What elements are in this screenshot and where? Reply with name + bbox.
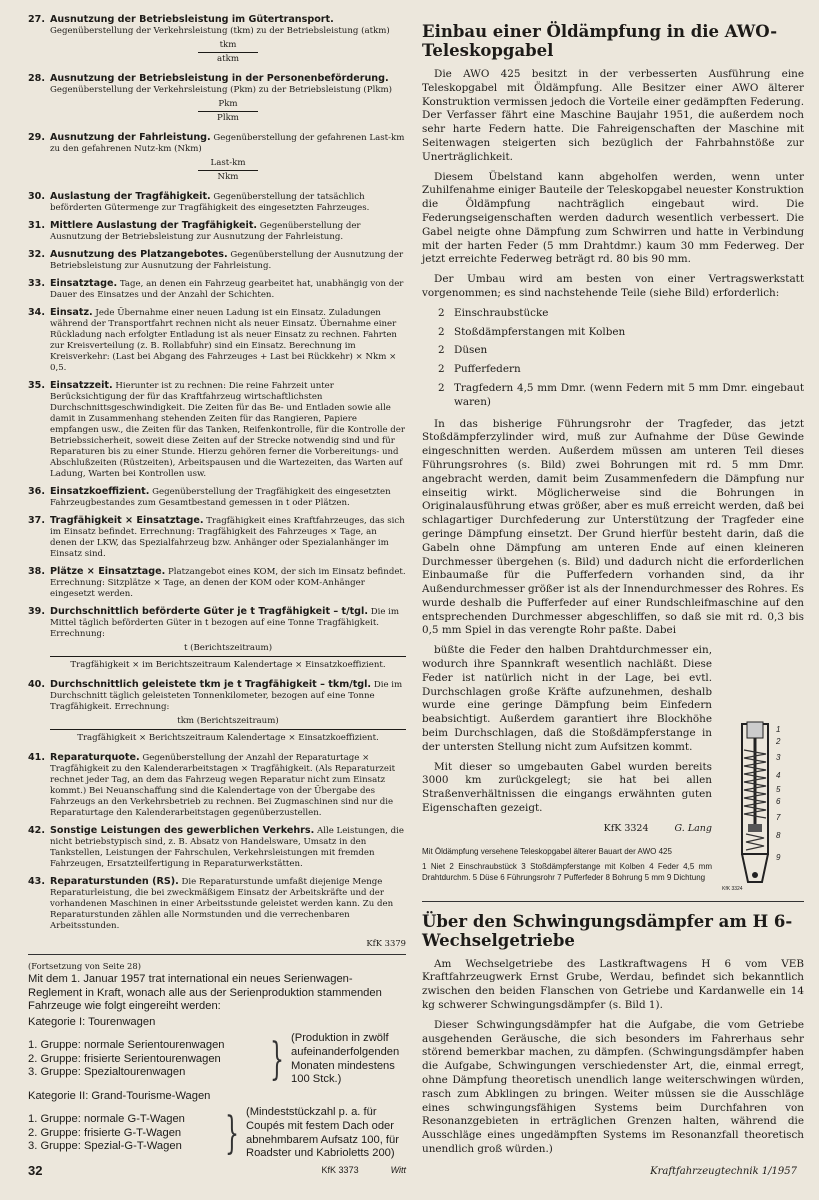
definitions-list xyxy=(28,14,406,932)
paragraph: Die AWO 425 besitzt in der verbesserten Ausführung eine Teleskopgabel mit Öldämpfung. Alle Besitzer einer AWO älterer Konstruktion vermissen jedoch die Vorteile einer gedämpften Federung. Der Verfasser fährt eine Maschine Baujahr 1951, die außerdem noch sehr harte Federn hatte. Die Fahreigenschaften der Maschine mit Seitenwagen steigerten sich bezüglich der Fahrbahnstöße zur Unerträglichkeit. xyxy=(422,68,804,163)
definition-number: 42. xyxy=(28,825,45,836)
formula: tkm atkm xyxy=(198,40,258,65)
definition-term: Sonstige Leistungen des gewerblichen Verkehrs. xyxy=(50,825,315,836)
signature-code: KfK 3373 xyxy=(321,1164,359,1175)
regulation-article xyxy=(28,973,406,1177)
figure-label: 5 xyxy=(776,785,781,794)
figure-label: 2 xyxy=(776,737,781,746)
article-signature xyxy=(422,822,712,836)
regulation-intro: Mit dem 1. Januar 1957 trat international ein neues Serienwagen-Reglement in Kraft, wonach alle aus der Serienproduktion stammenden Fahrzeuge wie folgt eingereiht werden: xyxy=(28,973,382,1013)
definition-term: Einsatztage. xyxy=(50,278,118,289)
definition-number: 34. xyxy=(28,307,45,318)
formula: tkm (Berichtszeitraum) Tragfähigkeit × Berichtszeitraum Kalendertage × Einsatzkoeffizient. xyxy=(50,716,406,744)
list-item: 2 Stoßdämpferstangen mit Kolben xyxy=(438,325,626,338)
definition-item xyxy=(28,278,406,301)
definition-number: 40. xyxy=(28,679,45,690)
definition-item xyxy=(28,606,406,673)
definition-term: Durchschnittlich geleistete tkm je t Tragfähigkeit – tkm/tgl. xyxy=(50,679,372,690)
category-2-note: (Mindeststückzahl p. a. für Coupés mit festem Dach oder abnehmbarem Aufsatz 100, für Roadster und Kabrioletts 200) xyxy=(246,1106,399,1160)
journal-footer: Kraftfahrzeugtechnik 1/1957 xyxy=(650,1166,797,1177)
continuation-note: (Fortsetzung von Seite 28) xyxy=(28,961,141,971)
figure-label: 3 xyxy=(776,753,781,762)
left-column xyxy=(28,14,406,1177)
definition-item xyxy=(28,515,406,560)
definition-text: Gegenüberstellung der Ausnutzung der Betriebsleistung zur Ausnutzung der Fahrleistung. xyxy=(50,221,361,242)
category-2-item: 3. Gruppe: Spezial-G-T-Wagen xyxy=(28,1140,182,1153)
definition-term: Ausnutzung der Betriebsleistung im Gütertransport. xyxy=(50,14,334,25)
definition-number: 30. xyxy=(28,191,45,202)
definition-number: 37. xyxy=(28,515,45,526)
category-1-group xyxy=(28,1032,406,1086)
paragraph: büßte die Feder den halben Drahtdurchmesser ein, wodurch ihre Spannkraft wesentlich nachläßt. Diese Feder ist natürlich nicht in der Lage, bei evtl. Durchschlagen große Kräfte aufzunehmen, deshalb wurde eine geringe Dämpfung beim Einfedern beabsichtigt. Außerdem garantiert ihre Blockhöhe beim Durchschlagen, daß die Stoßdämpferstange in der untersten Stellung nicht zum Aufsitzen kommt. xyxy=(422,644,712,753)
paragraph: In das bisherige Führungsrohr der Tragfeder, das jetzt Stoßdämpferzylinder wird, muß zur Aufnahme der Düse Gewinde eingeschnitten werden. Außerdem müssen am unteren Teil dieses Führungsrohres (s. Bild) zwei Bohrungen mit rd. 5 mm Dmr. angebracht werden, damit beim Zusammenfedern die Dämpfung nur einseitig wirkt. Möglicherweise sind die Bohrungen in Originalausführung etwas größer, aber es muß erreicht werden, daß bei schlagartiger Durchfederung zur Unterstützung der Tragfeder eine geringe Dämpfung einsetzt. Der Grund hierfür besteht darin, daß die Gabeln ohne Dämpfung am unteren Ende auf einen kleineren Durchmesser übergehen (s. Bild) und dadurch nicht die erforderlichen Einbaumaße für die Pufferfedern vorhanden sind, da ihr Außendurchmesser größer ist als der Innendurchmesser des Rohres. Es wurde deshalb die Pufferfeder auf einer Rundschleifmaschine auf den entsprechenden Durchmesser abgeschliffen, so daß sie mit rd. 0,3 bis 0,5 mm Spiel in das verengte Rohr paßte. Dabei xyxy=(422,417,804,637)
definition-number: 35. xyxy=(28,380,45,391)
definition-term: Reparaturquote. xyxy=(50,752,140,763)
figure-label: 6 xyxy=(776,797,781,806)
definition-number: 28. xyxy=(28,73,45,84)
list-item: 2 Einschraubstücke xyxy=(438,306,549,319)
definition-term: Tragfähigkeit × Einsatztage. xyxy=(50,515,204,526)
category-1-item: 1. Gruppe: normale Serientourenwagen xyxy=(28,1039,225,1052)
definition-term: Ausnutzung der Betriebsleistung in der Personenbeförderung. xyxy=(50,73,389,84)
definition-text: Die Reparaturstunde umfaßt diejenige Menge Reparaturleistung, die bei zweckmäßigem Einsatz der Arbeitskräfte und der vorhandenen Maschinen in einer Arbeitsstunde geleistet werden kann. Zu den Reparaturstunden zählen alle Normstunden und die verrechenbaren Arbeitsstunden. xyxy=(50,877,394,931)
definition-item xyxy=(28,380,406,480)
definition-term: Durchschnittlich beförderte Güter je t Tragfähigkeit – t/tgl. xyxy=(50,606,368,617)
definition-term: Plätze × Einsatztage. xyxy=(50,566,166,577)
definition-text: Gegenüberstellung der Anzahl der Reparaturtage × Tragfähigkeit zu den Kalenderarbeitstagen × Tragfähigkeit. (Als Reparaturzeit rechnet jeder Tag, an dem das Fahrzeug wegen Reparatur nicht zum Einsatz kommt.) Bei Neuanschaffung sind die Kalendertage von der Übergabe des Fahrzeugs an den Verkehrsbetrieb zu rechnen. Bei Zugmaschinen sind nur die Reparaturtage den Kalenderarbeitstagen gegenüberzustellen. xyxy=(50,753,396,818)
definition-number: 31. xyxy=(28,220,45,231)
figure-caption xyxy=(422,846,712,883)
figure-label: 8 xyxy=(776,831,781,840)
article-title: Über den Schwingungsdämpfer am H 6-Wechselgetriebe xyxy=(422,911,793,950)
definition-item xyxy=(28,220,406,243)
category-2-item: 1. Gruppe: normale G-T-Wagen xyxy=(28,1113,185,1126)
article-title: Einbau einer Öldämpfung in die AWO-Teleskopgabel xyxy=(422,22,778,60)
category-2-item: 2. Gruppe: frisierte G-T-Wagen xyxy=(28,1126,182,1139)
figure-label: 4 xyxy=(776,771,781,780)
paragraph: Dieser Schwingungsdämpfer hat die Aufgabe, die vom Getriebe ausgehenden Geräusche, die sich besonders im Fahrerhaus sehr störend bemerkbar machen, zu dämpfen. (Schwingungsdämpfer haben die Aufgabe, Schwingungen verschiedenster Art, die, einmal erregt, ohne Dämpfung theoretisch unendlich lange weiterschwingen würden, rasch zum Abklingen zu bringen. Weiter müssen sie die Ausschläge eines schwingungsfähigen Systems beim Durchfahren von Resonanzgebieten in erträglichen Grenzen halten, während die Ausschläge eines ungedämpften Systems im Resonanzfall theoretisch unendlich groß würden.) xyxy=(422,1018,804,1155)
page-number: 32 xyxy=(28,1163,43,1178)
telescopic-fork-drawing xyxy=(720,720,796,892)
definition-item xyxy=(28,249,406,272)
category-1-item: 2. Gruppe: frisierte Serientourenwagen xyxy=(28,1052,221,1065)
article-signature xyxy=(28,1164,406,1178)
definition-number: 27. xyxy=(28,14,45,25)
definition-item xyxy=(28,73,406,126)
figure-legend: 1 Niet 2 Einschraubstück 3 Stoßdämpferstange mit Kolben 4 Feder 4,5 mm Drahtdurchm. 5 Düse 6 Führungsrohr 7 Pufferfeder 8 Bohrung 5 mm 9 Dichtung xyxy=(422,861,712,882)
list-item: 2 Tragfedern 4,5 mm Dmr. (wenn Federn mit 5 mm Dmr. eingebaut waren) xyxy=(438,381,804,408)
definition-item xyxy=(28,14,406,67)
definition-text: Platzangebot eines KOM, der sich im Einsatz befindet. Errechnung: Sitzplätze × Tage, an denen der KOM oder KOM-Anhänger eingesetzt werden. xyxy=(50,567,406,599)
formula: t (Berichtszeitraum) Tragfähigkeit × im Berichtszeitraum Kalendertage × Einsatzkoeffizient. xyxy=(50,643,406,671)
definition-number: 39. xyxy=(28,606,45,617)
definition-text: Jede Übernahme einer neuen Ladung ist ein Einsatz. Zuladungen während der Transportfahrt rechnen nicht als neuer Einsatz. Übernahme einer Rückladung nach erfolgter Entladung ist als neuer Einsatz zu rechnen. Fahrten zur Kreisverteilung (z. B. Rollabfuhr) sind ein Einsatz. Berechnung im Kreisverkehr: (Last bei Abgang des Fahrzeuges + Last bei Rückkehr) × Nkm × 0,5. xyxy=(50,308,397,373)
category-1-title: Kategorie I: Tourenwagen xyxy=(28,1015,156,1028)
definition-text: Tage, an denen ein Fahrzeug gearbeitet hat, unabhängig von der Dauer des Einsatzes und der Anzahl der Schichten. xyxy=(50,279,404,300)
signature-code: KfK 3379 xyxy=(366,938,406,948)
figure-label: 7 xyxy=(776,813,781,822)
definition-number: 38. xyxy=(28,566,45,577)
category-2-title: Kategorie II: Grand-Tourisme-Wagen xyxy=(28,1089,211,1102)
definition-term: Mittlere Auslastung der Tragfähigkeit. xyxy=(50,220,258,231)
signature-code: KfK 3324 xyxy=(603,822,649,834)
definition-text: Gegenüberstellung der Ausnutzung der Betriebsleistung zur Ausnutzung der Fahrleistung. xyxy=(50,250,404,271)
list-item: 2 Pufferfedern xyxy=(438,363,521,376)
definition-text: Alle Leistungen, die nicht betriebstypisch sind, z. B. Absatz von Handelsware, Umsatz in den Tankstellen, Leistungen der Fahrschulen, Verkehrsleistungen mit fremden Fahrzeugen, Ersatzteilfertigung in Reparaturwerkstätten. xyxy=(50,826,404,869)
definition-term: Ausnutzung des Platzangebotes. xyxy=(50,249,228,260)
paragraph: Am Wechselgetriebe des Lastkraftwagens H 6 vom VEB Kraftfahrzeugwerk Ernst Grube, Werdau, befindet sich bekanntlich zwischen den beiden Flanschen von Getriebe und Kardanwelle ein 14 kg schwerer Schwingungsdämpfer (s. Bild 1). xyxy=(422,957,804,1012)
definition-text: Gegenüberstellung der Tragfähigkeit des eingesetzten Fahrzeugbestandes zum Gesamtbestand gemessen in t oder Plätzen. xyxy=(50,487,391,508)
parts-list xyxy=(438,307,804,410)
definition-term: Reparaturstunden (RS). xyxy=(50,876,179,887)
formula: Last-km Nkm xyxy=(198,158,258,183)
definition-number: 36. xyxy=(28,486,45,497)
definition-number: 41. xyxy=(28,752,45,763)
definition-term: Einsatzkoeffizient. xyxy=(50,486,150,497)
definition-text: Die im Mittel täglich beförderten Güter in t bezogen auf eine Tonne Tragfähigkeit. Errechnung: xyxy=(50,607,400,639)
definition-item xyxy=(28,132,406,185)
definition-number: 33. xyxy=(28,278,45,289)
author-name: G. Lang xyxy=(674,822,712,834)
formula: Pkm Plkm xyxy=(198,99,258,124)
definition-item xyxy=(28,486,406,509)
right-column xyxy=(422,22,804,1163)
definition-term: Einsatzzeit. xyxy=(50,380,113,391)
definition-text: Hierunter ist zu rechnen: Die reine Fahrzeit unter Berücksichtigung der für das Kraftfahrzeug wirtschaftlichsten Durchschnittsgeschwindigkeit. Die Zeiten für das Be- und Entladen sowie alle damit in Zusammenhang stehenden Zeiten für das Rangieren, Papiere empfangen usw., die Zeiten für das Tanken, Reifenkontrolle, für die Kontrolle der Betriebssicherheit, soweit diese Zeiten auf der Strecke notwendig sind und für Reparaturen bis zu einer Stunde. Hierzu gehören ferner die Vorbereitungs- und Abschlußzeiten (Rüstzeiten), Arbeitspausen und die Wartezeiten, das Warten auf Ladung, Warten bei Kontrollen usw. xyxy=(50,381,405,479)
brace-icon: } xyxy=(270,1033,284,1085)
definition-item xyxy=(28,752,406,819)
definition-item xyxy=(28,307,406,374)
figure-label: 9 xyxy=(776,853,781,862)
list-item: 2 Düsen xyxy=(438,344,488,357)
definition-text: Die im Durchschnitt täglich geleisteten Tonnenkilometer, bezogen auf eine Tonne Tragfähigkeit. Errechnung: xyxy=(50,680,403,712)
category-1-note: (Produktion in zwölf aufeinanderfolgenden Monaten mindestens 100 Stck.) xyxy=(291,1032,400,1086)
definition-text: Gegenüberstellung der Verkehrsleistung (tkm) zu der Betriebsleistung (atkm) xyxy=(50,26,390,36)
definition-item xyxy=(28,191,406,214)
definition-item xyxy=(28,679,406,746)
definition-term: Auslastung der Tragfähigkeit. xyxy=(50,191,211,202)
paragraph: Mit dieser so umgebauten Gabel wurden bereits 3000 km zurückgelegt; sie hat bei allen Straßenverhältnissen die eingangs erwähnten guten Eigenschaften gezeigt. xyxy=(422,760,712,815)
definition-term: Einsatz. xyxy=(50,307,93,318)
definition-text: Gegenüberstellung der Verkehrsleistung (Pkm) zu der Betriebsleistung (Plkm) xyxy=(50,85,393,95)
definition-text: Gegenüberstellung der gefahrenen Last-km zu den gefahrenen Nutz-km (Nkm) xyxy=(50,133,405,154)
definition-item xyxy=(28,825,406,870)
paragraph: Der Umbau wird am besten von einer Vertragswerkstatt vorgenommen; es sind nachstehende Teile (siehe Bild) erforderlich: xyxy=(422,273,804,299)
definition-number: 29. xyxy=(28,132,45,143)
definition-text: Gegenüberstellung der tatsächlich beförderten Gütermenge zur Tragfähigkeit des eingesetzten Fahrzeuges. xyxy=(50,192,370,213)
category-2-group xyxy=(28,1106,406,1160)
figure-label: 1 xyxy=(776,725,781,734)
definition-number: 32. xyxy=(28,249,45,260)
article-body xyxy=(422,958,804,1157)
category-1-item: 3. Gruppe: Spezialtourenwagen xyxy=(28,1066,186,1079)
definition-item xyxy=(28,566,406,600)
definition-item xyxy=(28,876,406,932)
divider xyxy=(422,901,804,902)
figure-caption-title: Mit Öldämpfung versehene Teleskopgabel älterer Bauart der AWO 425 xyxy=(422,846,672,856)
paragraph: Diesem Übelstand kann abgeholfen werden, wenn unter Zuhilfenahme einiger Bauteile der Teleskopgabel neuester Konstruktion die Öldämpfung nachträglich eingebaut wird. Die Federungseigenschaften werden dadurch wesentlich verbessert. Die Gabel neigte ohne Dämpfung zum Schwirren und hatte in Verbindung mit der harten Feder (5 mm Drahtdmr.) kaum 30 mm Federweg. Der jetzt erreichte Federweg beträgt rd. 80 bis 90 mm. xyxy=(422,170,804,266)
brace-icon: } xyxy=(225,1107,239,1159)
figure-code: KfK 3324 xyxy=(722,886,743,892)
definition-number: 43. xyxy=(28,876,45,887)
divider xyxy=(28,954,406,955)
author-name: Witt xyxy=(390,1164,406,1175)
definition-term: Ausnutzung der Fahrleistung. xyxy=(50,132,211,143)
definition-text: Tragfähigkeit eines Kraftfahrzeuges, das sich im Einsatz befindet. Errechnung: Tragfähigkeit des Fahrzeuges × Tage, an denen der LKW, das Spezialfahrzeug bzw. Anhänger oder Spezialanhänger im Einsatz sind. xyxy=(50,516,405,559)
